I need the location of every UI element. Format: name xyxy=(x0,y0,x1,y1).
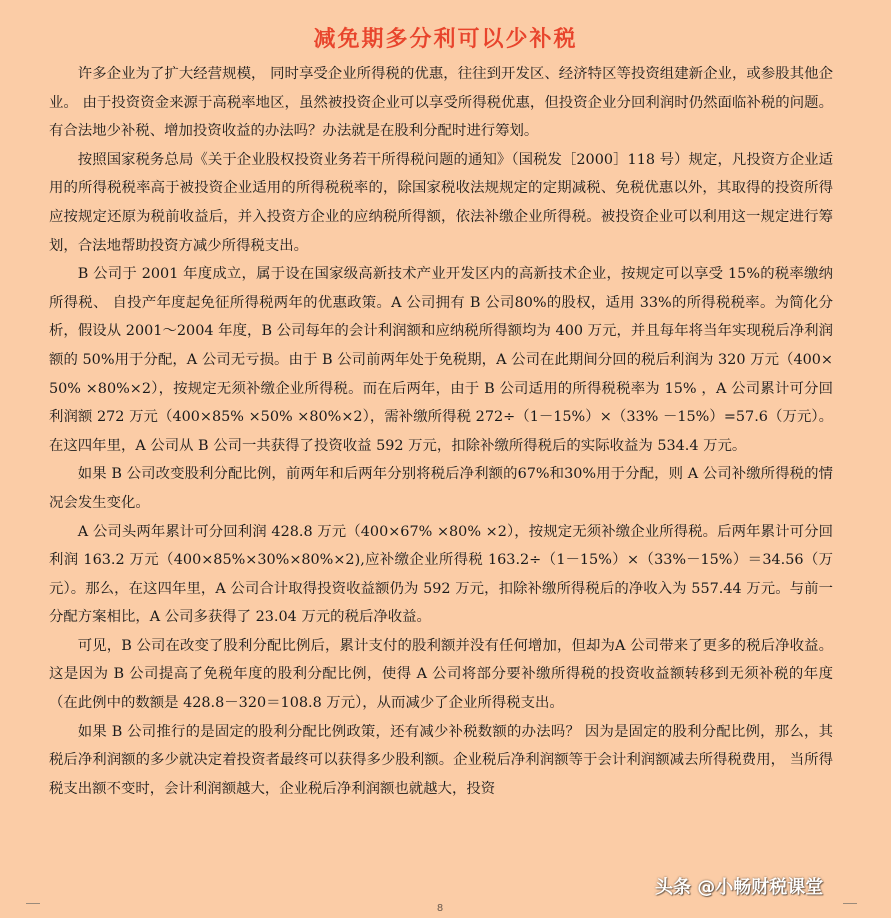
watermark xyxy=(655,873,823,899)
paragraph: 如果 B 公司推行的是固定的股利分配比例政策，还有减少补税数额的办法吗？ 因为是固定的股利分配比例，那么，其税后净利润额的多少就决定着投资者最终可以获得多少股利额。企业税后净利润额等于会计利润额减去所得税费用， 当所得税支出额不变时，会计利润额越大，企业税后净利润额也就越大，投资 xyxy=(49,723,833,797)
page-number: 8 xyxy=(436,903,444,914)
paragraph: B 公司于 2001 年度成立，属于设在国家级高新技术产业开发区内的高新技术企业，按规定可以享受 15%的税率缴纳所得税、 自投产年度起免征所得税两年的优惠政策。A 公司拥有 B 公司80%的股权，适用 33%的所得税税率。为简化分析，假设从 2001～2004 年度，B 公司每年的会计利润额和应纳税所得额均为 400 万元，并且每年将当年实现税后净利润额的 50%用于分配，A 公司无亏损。由于 B 公司前两年处于免税期，A 公司在此期间分回的税后利润为 320 万元（400×50% ×80%×2），按规定无须补缴企业所得税。而在后两年，由于 B 公司适用的所得税税率为 15% ，A 公司累计可分回利润额 272 万元（400×85% ×50% ×80%×2），需补缴所得税 272÷（1－15%）×（33% －15%）=57.6（万元）。在这四年里，A 公司从 B 公司一共获得了投资收益 592 万元，扣除补缴所得税后的实际收益为 534.4 万元。 xyxy=(49,266,833,454)
document-title: 减免期多分利可以少补税 xyxy=(313,27,578,52)
paragraph: 按照国家税务总局《关于企业股权投资业务若干所得税问题的通知》（国税发［2000］118 号）规定，凡投资方企业适用的所得税税率高于被投资企业适用的所得税税率的，除国家税收法规规定的定期减税、免税优惠以外，其取得的投资所得应按规定还原为税前收益后，并入投资方企业的应纳税所得额，依法补缴企业所得税。被投资企业可以利用这一规定进行筹划，合法地帮助投资方减少所得税支出。 xyxy=(49,151,833,254)
paragraph: A 公司头两年累计可分回利润 428.8 万元（400×67% ×80% ×2），按规定无须补缴企业所得税。后两年累计可分回利润 163.2 万元（400×85%×30%×80%×2),应补缴企业所得税 163.2÷（1－15%）×（33%－15%）＝34.56（万元）。那么，在这四年里，A 公司合计取得投资收益额仍为 592 万元，扣除补缴所得税后的净收入为 557.44 万元。与前一分配方案相比，A 公司多获得了 23.04 万元的税后净收益。 xyxy=(49,523,833,626)
page-corner-mark-left xyxy=(26,903,40,914)
watermark-text: 头条 @小畅财税课堂 xyxy=(655,877,824,898)
paragraph: 可见，B 公司在改变了股利分配比例后，累计支付的股利额并没有任何增加，但却为A 公司带来了更多的税后净收益。这是因为 B 公司提高了免税年度的股利分配比例，使得 A 公司将部分要补缴所得税的投资收益额转移到无须补税的年度（在此例中的数额是 428.8－320＝108.8 万元），从而减少了企业所得税支出。 xyxy=(49,637,833,712)
page-corner-mark-right xyxy=(843,903,857,914)
document-body xyxy=(49,60,833,803)
paragraph: 许多企业为了扩大经营规模， 同时享受企业所得税的优惠，往往到开发区、经济特区等投资组建新企业，或参股其他企业。 由于投资资金来源于高税率地区，虽然被投资企业可以享受所得税优惠，但投资企业分回利润时仍然面临补税的问题。有合法地少补税、增加投资收益的办法吗？办法就是在股利分配时进行筹划。 xyxy=(49,66,833,140)
paragraph: 如果 B 公司改变股利分配比例，前两年和后两年分别将税后净利额的67%和30%用于分配，则 A 公司补缴所得税的情况会发生变化。 xyxy=(49,466,833,511)
